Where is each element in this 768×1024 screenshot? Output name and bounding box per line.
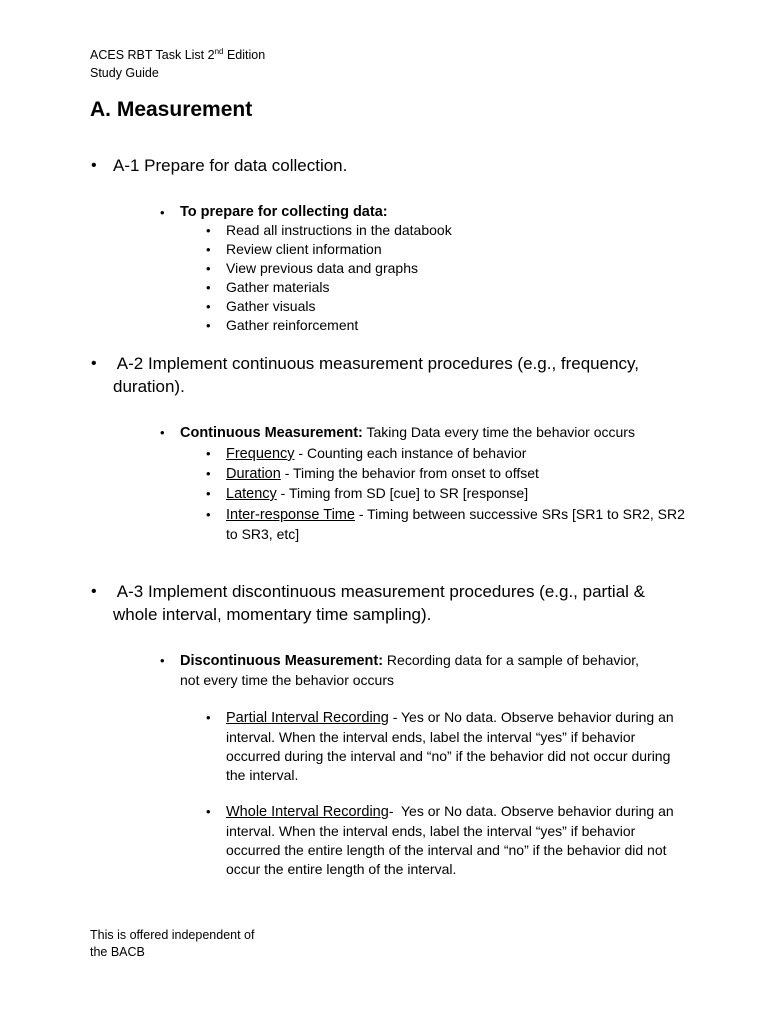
section-a1-list: [206, 221, 452, 335]
section-a3-item-whole: • Whole Interval Recording- Yes or No data. Observe behavior during an interval. When the interval ends, label the interval “yes” if behavior occurred the entire length of the interval and “no” if the behavior did not occur the entire length of the interval.: [206, 803, 674, 877]
section-a1-heading: • A-1 Prepare for data collection.: [91, 156, 348, 175]
header-line-1: ACES RBT Task List 2nd Edition: [90, 47, 266, 62]
list-item: • Gather visuals: [206, 298, 316, 314]
header-line-2: Study Guide: [90, 66, 159, 80]
section-a3-item-partial: • Partial Interval Recording - Yes or No data. Observe behavior during an interval. When the interval ends, label the interval “yes” if behavior occurred during the interval and “no” if the behavior did not occur during the interval.: [206, 709, 674, 783]
section-a1-sub-label: • To prepare for collecting data:: [160, 204, 388, 220]
section-a3-sub-label: • Discontinuous Measurement: Recording data for a sample of behavior, not every time the behavior occurs: [160, 652, 640, 688]
list-item: • Gather materials: [206, 279, 330, 295]
document-header: [90, 46, 265, 82]
list-item: • View previous data and graphs: [206, 260, 418, 276]
document-footer: This is offered independent of the BACB: [90, 928, 255, 959]
list-item: • Latency - Timing from SD [cue] to SR [response]: [206, 485, 529, 502]
list-item: • Duration - Timing the behavior from onset to offset: [206, 465, 539, 482]
list-item: • Frequency - Counting each instance of behavior: [206, 445, 527, 462]
section-a3-heading: • A-3 Implement discontinuous measurement procedures (e.g., partial & whole interval, momentary time sampling).: [91, 582, 645, 624]
section-a2-list: [206, 444, 685, 544]
section-a2-heading: • A-2 Implement continuous measurement procedures (e.g., frequency, duration).: [91, 354, 640, 396]
page-title: A. Measurement: [90, 98, 253, 121]
section-a2-sub-label: • Continuous Measurement: Taking Data every time the behavior occurs: [160, 424, 635, 441]
list-item: • Gather reinforcement: [206, 317, 359, 333]
list-item: • Inter-response Time - Timing between successive SRs [SR1 to SR2, SR2 to SR3, etc]: [206, 506, 685, 542]
list-item: • Read all instructions in the databook: [206, 222, 452, 238]
list-item: • Review client information: [206, 241, 382, 257]
